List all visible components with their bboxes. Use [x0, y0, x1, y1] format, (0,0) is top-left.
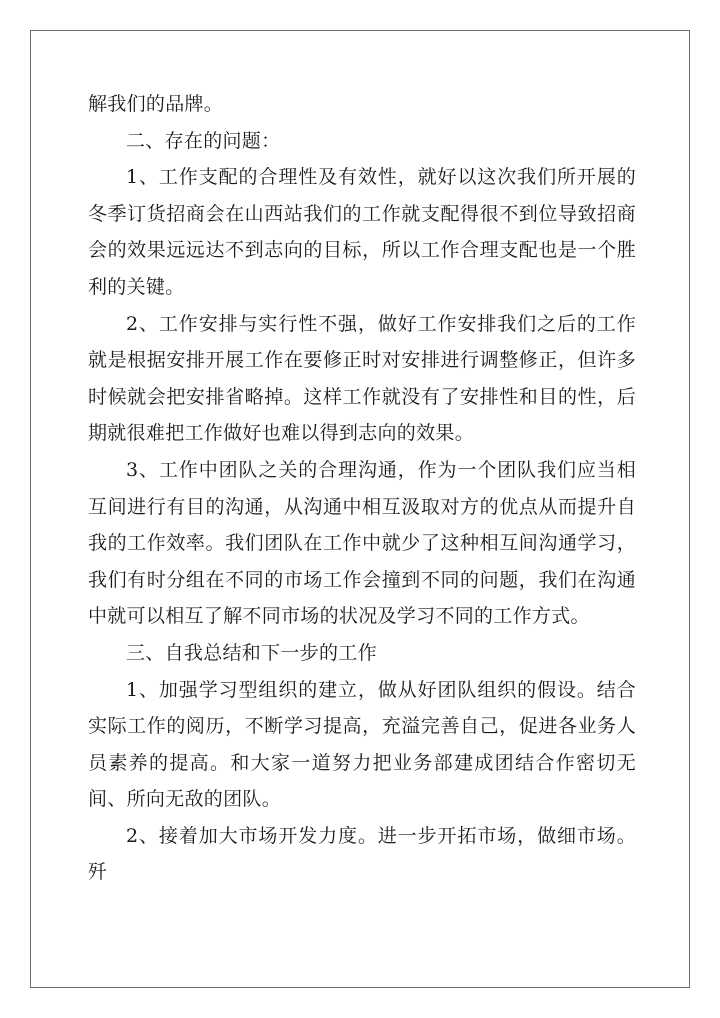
paragraph-problem-1: 1、工作支配的合理性及有效性，就好以这次我们所开展的冬季订货招商会在山西站我们的工作就支配得很不到位导致招商会的效果远远达不到志向的目标，所以工作合理支配也是一个胜利的关键。	[88, 166, 636, 298]
section-heading-summary: 三、自我总结和下一步的工作	[126, 641, 377, 664]
paragraph-plan-1: 1、加强学习型组织的建立，做从好团队组织的假设。结合实际工作的阅历，不断学习提高，充溢完善自己，促进各业务人员素养的提高。和大家一道努力把业务部建成团结合作密切无间、所向无敌的团队。	[88, 678, 636, 811]
paragraph-problem-2: 2、工作安排与实行性不强，做好工作安排我们之后的工作就是根据安排开展工作在要修正时对安排进行调整修正，但许多时候就会把安排省略掉。这样工作就没有了安排性和目的性，后期就很难把工作做好也难以得到志向的效果。	[88, 312, 636, 445]
section-heading-problems: 二、存在的问题：	[126, 129, 281, 152]
paragraph-continuation: 解我们的品牌。	[88, 93, 224, 115]
paragraph-plan-2: 2、接着加大市场开发力度。进一步开拓市场，做细市场。歼	[88, 824, 636, 884]
paragraph-problem-3: 3、工作中团队之关的合理沟通，作为一个团队我们应当相互间进行有目的沟通，从沟通中相互汲取对方的优点从而提升自我的工作效率。我们团队在工作中就少了这种相互间沟通学习，我们有时分组在不同的市场工作会撞到不同的问题，我们在沟通中就可以相互了解不同市场的状况及学习不同的工作方式。	[88, 458, 636, 628]
document-body	[88, 86, 636, 891]
